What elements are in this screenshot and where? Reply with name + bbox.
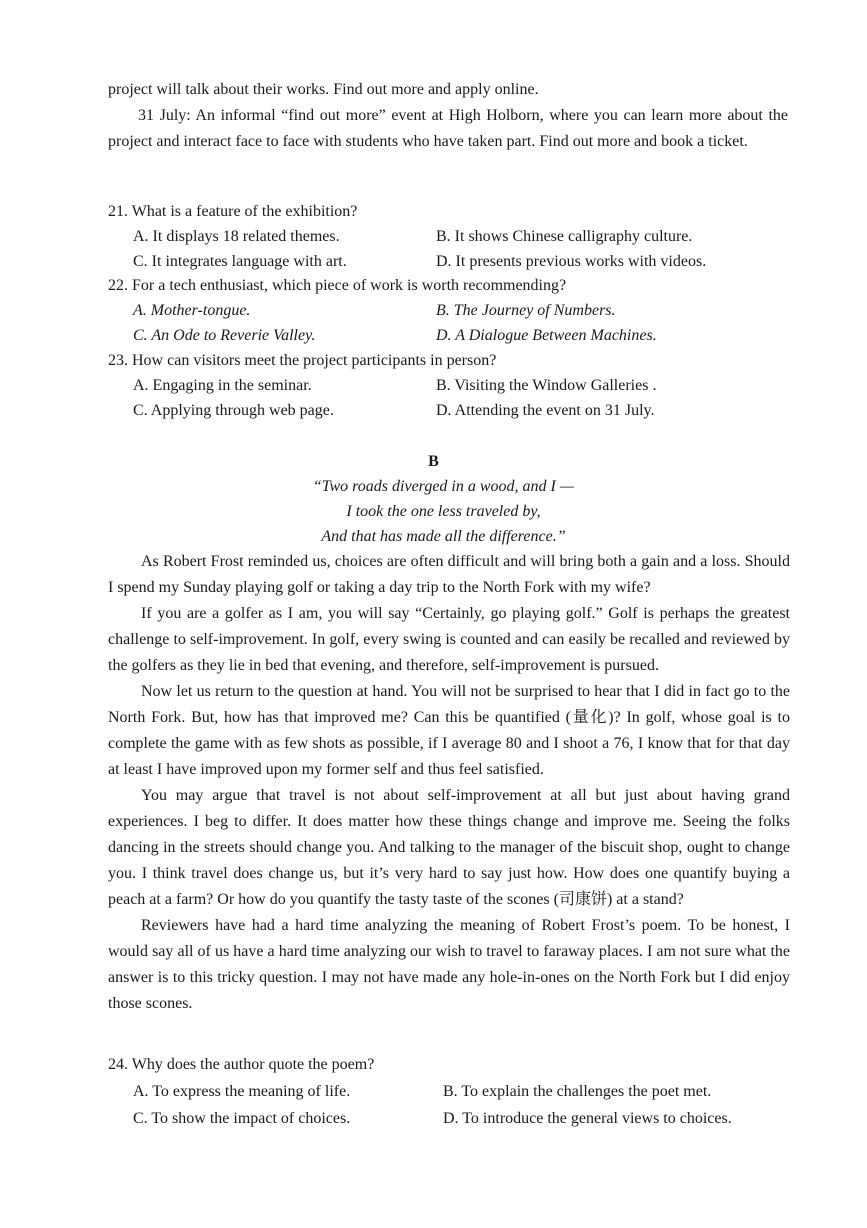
- option-b: B. The Journey of Numbers.: [436, 302, 616, 319]
- option-d: D. Attending the event on 31 July.: [436, 402, 655, 419]
- question-stem: 23. How can visitors meet the project participants in person?: [108, 352, 497, 369]
- question-23: [108, 348, 788, 423]
- paragraph: Reviewers have had a hard time analyzing the meaning of Robert Frost’s poem. To be honest, I would say all of us have a hard time analyzing our wish to travel to faraway places. I am not sure what the answer is to this tricky question. I may not have made any hole-in-ones on the North Fork but I did enjoy those scones.: [108, 917, 790, 1012]
- option-c: C. Applying through web page.: [133, 402, 334, 419]
- question-24: [108, 1051, 788, 1132]
- option-a: A. Mother-tongue.: [133, 302, 251, 319]
- option-c: C. It integrates language with art.: [133, 253, 347, 270]
- question-stem: 21. What is a feature of the exhibition?: [108, 203, 358, 220]
- option-d: D. It presents previous works with videos.: [436, 253, 707, 270]
- options-row: [108, 298, 788, 323]
- option-d: D. A Dialogue Between Machines.: [436, 327, 657, 344]
- section-title: B: [428, 453, 439, 470]
- option-a: A. It displays 18 related themes.: [133, 228, 340, 245]
- intro-line-apply: project will talk about their works. Find out more and apply online.: [108, 81, 539, 98]
- question-22: [108, 273, 788, 348]
- options-row: [108, 1105, 788, 1132]
- paragraph: Now let us return to the question at hand. You will not be surprised to hear that I did in fact go to the North Fork. But, how has that improved me? Can this be quantified (量化)? In golf, whose goal is to complete the game with as few shots as possible, if I average 80 and I shoot a 76, I know that for that day at least I have improved upon my former self and thus feel satisfied.: [108, 683, 790, 778]
- options-row: [108, 224, 788, 249]
- option-c: C. To show the impact of choices.: [133, 1110, 351, 1127]
- reading-passage: [108, 549, 790, 1017]
- poem-quote: [0, 474, 867, 549]
- intro-line-event: 31 July: An informal “find out more” event at High Holborn, where you can learn more about the project and interact face to face with students who have taken part. Find out more and book a ticket.: [108, 107, 788, 150]
- paragraph: As Robert Frost reminded us, choices are often difficult and will bring both a gain and a loss. Should I spend my Sunday playing golf or taking a day trip to the North Fork with my wife?: [108, 553, 790, 596]
- option-b: B. It shows Chinese calligraphy culture.: [436, 228, 693, 245]
- question-stem: 24. Why does the author quote the poem?: [108, 1056, 375, 1073]
- option-a: A. Engaging in the seminar.: [133, 377, 312, 394]
- option-b: B. To explain the challenges the poet met.: [443, 1083, 712, 1100]
- options-row: [108, 1078, 788, 1105]
- poem-line: I took the one less traveled by,: [346, 503, 541, 520]
- question-21: [108, 199, 788, 274]
- option-c: C. An Ode to Reverie Valley.: [133, 327, 316, 344]
- poem-line: And that has made all the difference.”: [321, 528, 566, 545]
- options-row: [108, 398, 788, 423]
- question-stem: 22. For a tech enthusiast, which piece of work is worth recommending?: [108, 277, 567, 294]
- paragraph: You may argue that travel is not about self-improvement at all but just about having grand experiences. I beg to differ. It does matter how these things change and improve me. Seeing the folks dancing in the streets should change you. And talking to the manager of the biscuit shop, ought to change you. I think travel does change us, but it’s very hard to say just how. How does one quantify buying a peach at a farm? Or how do you quantify the tasty taste of the scones (司康饼) at a stand?: [108, 787, 790, 908]
- option-a: A. To express the meaning of life.: [133, 1083, 351, 1100]
- options-row: [108, 373, 788, 398]
- option-b: B. Visiting the Window Galleries .: [436, 377, 657, 394]
- option-d: D. To introduce the general views to choices.: [443, 1110, 732, 1127]
- options-row: [108, 249, 788, 274]
- intro-text: [108, 77, 788, 155]
- paragraph: If you are a golfer as I am, you will say “Certainly, go playing golf.” Golf is perhaps the greatest challenge to self-improvement. In golf, every swing is counted and can easily be recalled and reviewed by the golfers as they lie in bed that evening, and therefore, self-improvement is pursued.: [108, 605, 790, 674]
- options-row: [108, 323, 788, 348]
- poem-line: “Two roads diverged in a wood, and I —: [312, 478, 575, 495]
